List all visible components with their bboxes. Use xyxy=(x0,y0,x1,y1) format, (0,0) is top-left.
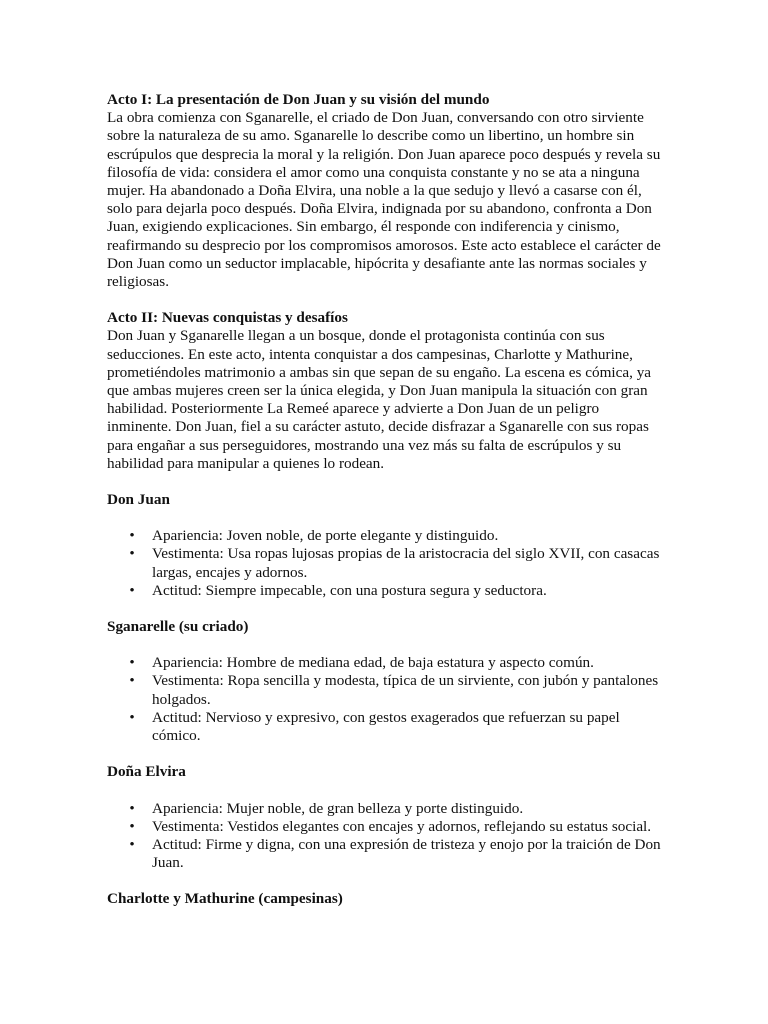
act-2-body: Don Juan y Sganarelle llegan a un bosque, donde el protagonista continúa con sus seducciones. En este acto, intenta conquistar a dos campesinas, Charlotte y Mathurine, prometiéndoles matrimonio a ambas sin que sepan de su engaño. La escena es cómica, ya que ambas mujeres creen ser la única elegida, y Don Juan manipula la situación con gran habilidad. Posteriormente La Remeé aparece y advierte a Don Juan de un peligro inminente. Don Juan, fiel a su carácter astuto, decide disfrazar a Sganarelle con sus ropas para engañar a sus perseguidores, mostrando una vez más su falta de escrúpulos y su habilidad para manipular a quienes lo rodean. xyxy=(107,327,652,472)
bullet-icon: • xyxy=(129,799,135,817)
bullet-icon: • xyxy=(129,817,135,835)
list-item xyxy=(107,709,667,745)
act-1-body: La obra comienza con Sganarelle, el criado de Don Juan, conversando con otro sirviente sobre la naturaleza de su amo. Sganarelle lo describe como un libertino, un hombre sin escrúpulos que desprecia la moral y la religión. Don Juan aparece poco después y revela su filosofía de vida: considera el amor como una conquista constante y no se ata a ninguna mujer. Ha abandonado a Doña Elvira, una noble a la que sedujo y llevó a casarse con él, solo para dejarla poco después. Doña Elvira, indignada por su abandono, confronta a Don Juan, exigiendo explicaciones. Sin embargo, él responde con indiferencia y cinismo, reafirmando su desprecio por los compromisos amorosos. Este acto establece el carácter de Don Juan como un seductor implacable, hipócrita y desafiante ante las normas sociales y religiosas. xyxy=(107,109,661,291)
list-item xyxy=(107,582,667,600)
act-1-heading: Acto I: La presentación de Don Juan y su visión del mundo xyxy=(107,91,490,108)
list-item xyxy=(107,527,667,545)
list-item xyxy=(107,836,667,872)
character-heading-sganarelle: Sganarelle (su criado) xyxy=(107,618,249,636)
trait-text: Actitud: Nervioso y expresivo, con gestos exagerados que refuerzan su papel cómico. xyxy=(152,708,620,745)
character-heading-dona-elvira: Doña Elvira xyxy=(107,763,186,781)
character-heading-don-juan: Don Juan xyxy=(107,491,170,509)
trait-text: Vestimenta: Ropa sencilla y modesta, típica de un sirviente, con jubón y pantalones holgados. xyxy=(152,672,659,708)
bullet-icon: • xyxy=(129,545,135,563)
trait-text: Vestimenta: Vestidos elegantes con encajes y adornos, reflejando su estatus social. xyxy=(152,817,652,835)
bullet-icon: • xyxy=(129,835,135,853)
trait-list-sganarelle xyxy=(107,654,667,745)
list-item xyxy=(107,800,667,818)
trait-text: Actitud: Firme y digna, con una expresión de tristeza y enojo por la traición de Don Juan. xyxy=(152,835,661,872)
trait-text: Vestimenta: Usa ropas lujosas propias de la aristocracia del siglo XVII, con casacas largas, encajes y adornos. xyxy=(152,545,660,581)
document-page xyxy=(107,91,667,927)
bullet-icon: • xyxy=(129,672,135,690)
list-item xyxy=(107,654,667,672)
character-heading-campesinas: Charlotte y Mathurine (campesinas) xyxy=(107,890,343,908)
list-item xyxy=(107,672,667,708)
list-item xyxy=(107,818,667,836)
trait-text: Actitud: Siempre impecable, con una postura segura y seductora. xyxy=(152,581,547,599)
act-section xyxy=(107,91,667,291)
act-2-heading: Acto II: Nuevas conquistas y desafíos xyxy=(107,309,348,327)
list-item xyxy=(107,545,667,581)
trait-text: Apariencia: Hombre de mediana edad, de baja estatura y aspecto común. xyxy=(152,654,594,672)
bullet-icon: • xyxy=(129,654,135,672)
trait-list-dona-elvira xyxy=(107,800,667,873)
act-section xyxy=(107,309,667,473)
bullet-icon: • xyxy=(129,527,135,545)
trait-text: Apariencia: Joven noble, de porte elegante y distinguido. xyxy=(152,527,499,545)
bullet-icon: • xyxy=(129,581,135,599)
trait-list-don-juan xyxy=(107,527,667,600)
trait-text: Apariencia: Mujer noble, de gran belleza y porte distinguido. xyxy=(152,799,524,817)
bullet-icon: • xyxy=(129,708,135,726)
